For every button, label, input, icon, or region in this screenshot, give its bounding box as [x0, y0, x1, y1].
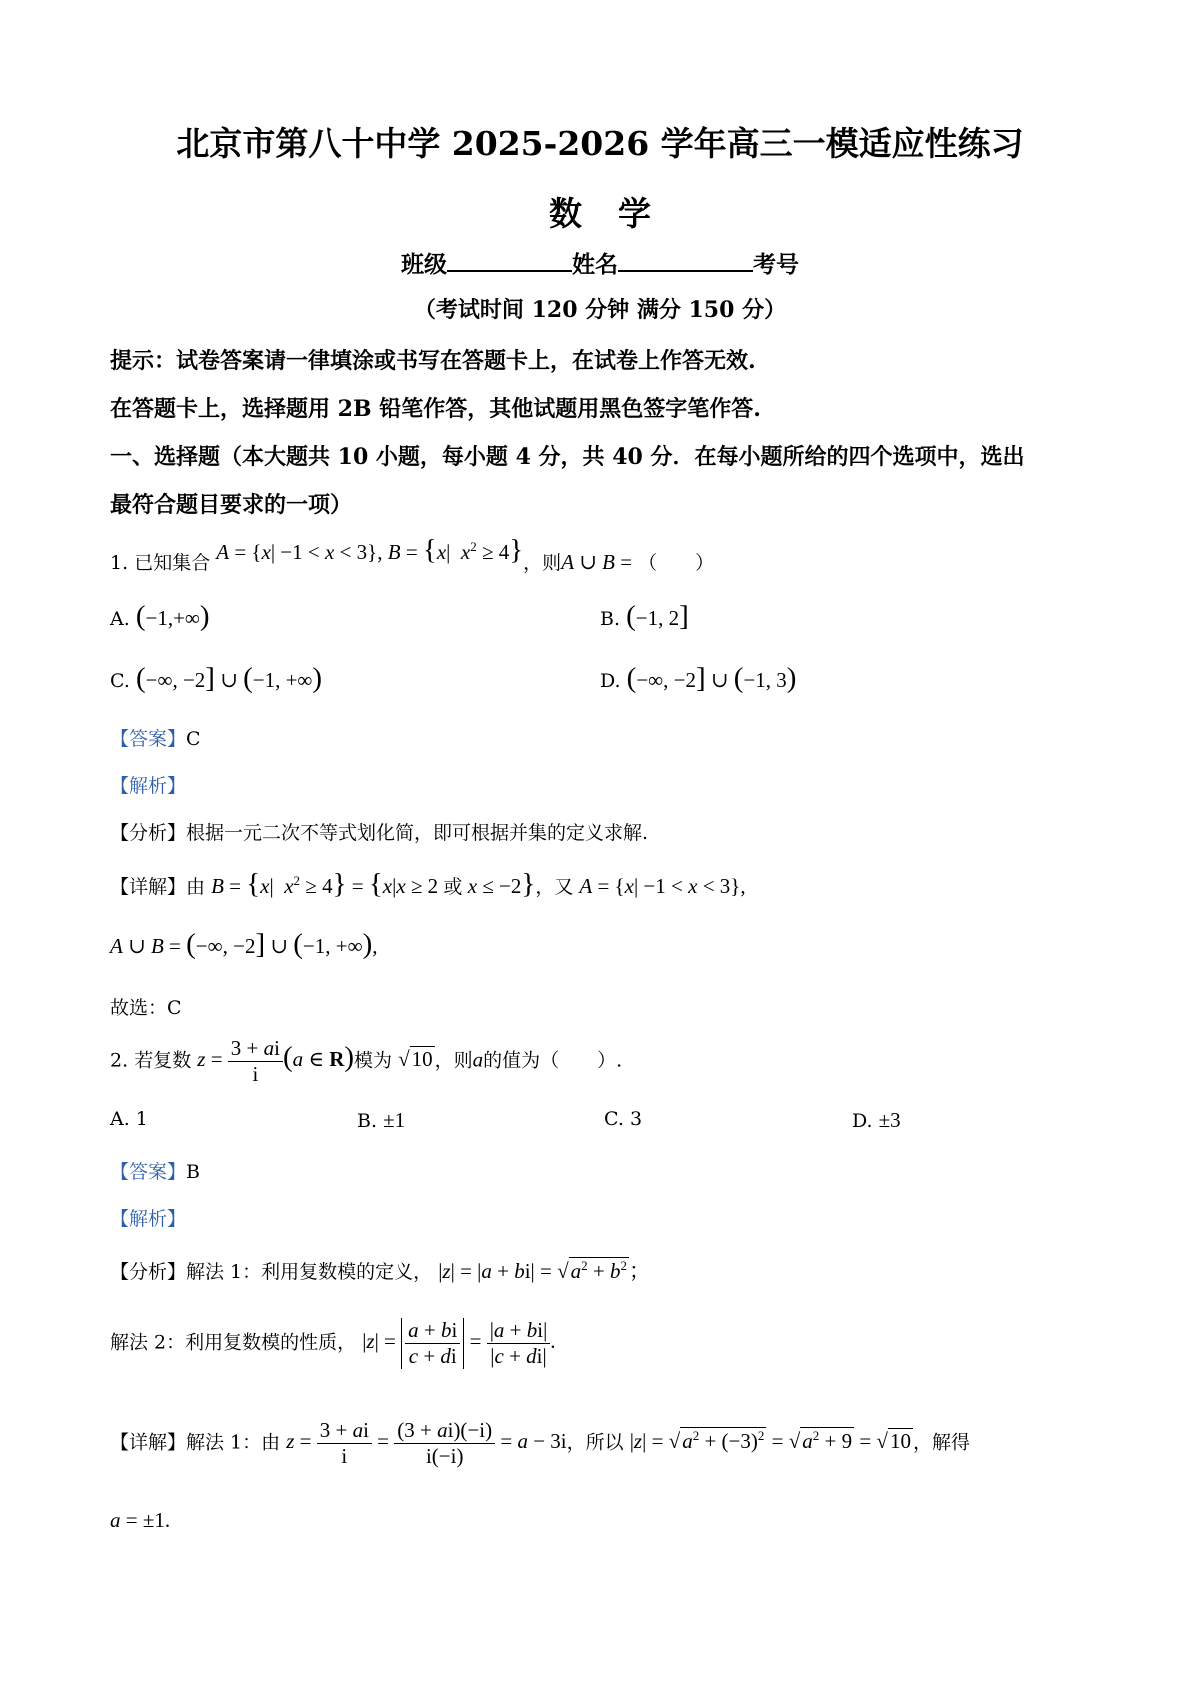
q2-method2-expr: |z| = $\frac{a + bi}{c + di}$ = $\frac{|a + bi|}{|c + di|}$ .: [362, 1318, 556, 1368]
q1-stem-pre: 已知集合: [134, 552, 211, 574]
note-line-1: 提示：试卷答案请一律填涂或书写在答题卡上，在试卷上作答无效.: [110, 348, 756, 374]
note-line-2: 在答题卡上，选择题用 2B 铅笔作答，其他试题用黑色签字笔作答.: [110, 396, 761, 422]
q1-xiangjie: 【详解】由 B = {x| $x^2 \ge 4\} = \{x|x \ge 2$ 或 x ≤ −2}，又 A = {x| −1 < x < 3},: [110, 868, 746, 900]
exam-info: （考试时间 120 分钟 满分 150 分）: [413, 297, 787, 323]
q2-option-b: B. ±1: [357, 1108, 406, 1132]
name-label: 姓名: [572, 251, 618, 278]
class-blank: [447, 248, 572, 272]
q1-fenxi: 【分析】根据一元二次不等式划化简，即可根据并集的定义求解.: [110, 822, 649, 844]
q2-option-a: A. 1: [110, 1108, 148, 1130]
q1-conclusion: 故选：C: [110, 997, 182, 1019]
id-label: 考号: [753, 251, 799, 278]
q1-stem-mid: ，则: [523, 552, 562, 574]
q2-xiangjie: 【详解】解法 1：由 z = $\frac{3 + ai}{i}$ = $\frac{(3 + ai)(-i)}{i(-i)}$ = a − 3i，所以 $|z| = √a^2 + (-3)^2 = √a^2 + 9 = √10$ ，解得: [110, 1418, 970, 1468]
q2-modulus-expr: $|z| = √a^2 + (-3)^2 = √a^2 + 9 = √10$: [629, 1428, 911, 1454]
q2-number: 2.: [110, 1049, 129, 1072]
q1-option-a: A. (−1,+∞): [110, 600, 210, 632]
q1-union-expression: A ∪ B =: [561, 550, 633, 574]
q1-option-d: D. (−∞, −2] ∪ (−1, 3): [600, 662, 797, 694]
name-blank: [618, 248, 753, 272]
q1-option-c: C. (−∞, −2] ∪ (−1, +∞): [110, 662, 323, 694]
q1-option-d-value: (−∞, −2] ∪ (−1, 3): [626, 662, 797, 694]
q2-option-d: D. ±3: [852, 1108, 901, 1132]
q2-fenxi: 【分析】解法 1：利用复数模的定义， $|z| = |a + bi| = √a^2 + b^2$；: [110, 1258, 650, 1283]
q2-complex-expr: z = $\frac{3 + ai}{i}$ (a ∈ R): [197, 1036, 355, 1086]
q2-method2: 解法 2：利用复数模的性质， |z| = $\frac{a + bi}{c + di}$ = $\frac{|a + bi|}{|c + di|}$ .: [110, 1318, 556, 1368]
q2-option-c: C. 3: [604, 1108, 643, 1130]
q2-fenxi-expr: $|z| = |a + bi| = √a^2 + b^2$；: [438, 1258, 650, 1283]
q2-result: a = ±1.: [110, 1508, 171, 1532]
q1-option-b: B. (−1, 2]: [600, 600, 689, 632]
question-1-stem: [110, 534, 715, 577]
q1-option-b-value: (−1, 2]: [626, 600, 689, 632]
q1-stem-end: （ ）: [638, 552, 715, 574]
q1-set-expression: A = {x| −1 < x < 3}, B = {x| $x^2 \ge 4$}: [216, 534, 524, 566]
q1-option-c-value: (−∞, −2] ∪ (−1, +∞): [135, 662, 323, 694]
section-heading-line-2: 最符合题目要求的一项）: [110, 492, 353, 518]
q1-jiexi-label: 【解析】: [110, 775, 187, 797]
question-2-stem: 2. 若复数 z = $\frac{3 + ai}{i}$ (a ∈ R)模为 √10 ，则a的值为（ ）.: [110, 1036, 623, 1086]
q1-number: 1.: [110, 552, 129, 574]
q2-sqrt10: √10: [398, 1047, 433, 1072]
page-title: 北京市第八十中学 2025-2026 学年高三一模适应性练习: [176, 124, 1024, 163]
q2-xiangjie-expr: z = $\frac{3 + ai}{i}$ = $\frac{(3 + ai)(-i)}{i(-i)}$ = a − 3i: [286, 1418, 567, 1468]
q2-answer: 【答案】B: [110, 1161, 200, 1183]
subject-title: 数学: [549, 194, 687, 233]
student-info-fields: [0, 246, 1200, 279]
q1-option-a-value: (−1,+∞): [135, 600, 210, 632]
q1-union-result: A ∪ B = (−∞, −2] ∪ (−1, +∞),: [110, 928, 378, 960]
class-label: 班级: [401, 251, 447, 278]
q1-xiangjie-expr: B = {x| $x^2 \ge 4\} = \{x|x \ge 2$: [211, 868, 444, 900]
q1-xiangjie-expr-a: A = {x| −1 < x < 3},: [579, 874, 746, 898]
q2-jiexi-label: 【解析】: [110, 1208, 187, 1230]
section-heading-line-1: 一、选择题（本大题共 10 小题，每小题 4 分，共 40 分．在每小题所给的四个选项中，选出: [110, 444, 1025, 470]
q1-answer: 【答案】C: [110, 728, 201, 750]
